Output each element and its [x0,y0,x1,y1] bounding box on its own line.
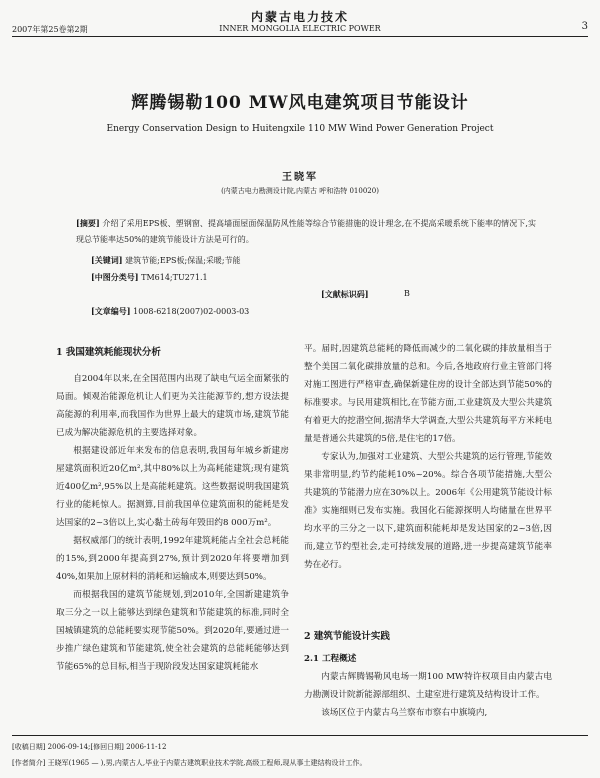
keywords-line [91,255,241,266]
article-number-line [91,306,249,317]
article-title-en: Energy Conservation Design to Huitengxile 110 MW Wind Power Generation Project [106,124,494,134]
clc-line [91,272,208,283]
clc-label: [中图分类号] [91,272,139,282]
clc-number: TM614;TU271.1 [141,273,208,282]
keywords-label: [关键词] [91,255,123,265]
section-2-heading: 2 建筑节能设计实践 [304,631,390,642]
header-divider [12,36,588,37]
article-number: 1008-6218(2007)02-0003-03 [133,307,250,316]
paragraph: 平。届时,因建筑总能耗的降低而减少的二氧化碳的排放量相当于整个美国二氧化碳排放量的总和。今后,各地政府行业主管部门将对施工图进行严格审查,确保新建住房的设计全部达到节能50%的标准要求。与民用建筑相比,在节能方面,工业建筑及大型公共建筑有着更大的挖潜空间,据清华大学调查,大型公共建筑每平方米耗电量是普通公共建筑的5倍,是住宅的17倍。 [304,344,552,444]
paragraph: 自2004年以来,在全国范围内出现了缺电气运全面紧张的局面。倾观治能源危机让人们更为关注能源节约,想方设法提高能源的利用率,而我国作为世界上最大的建筑市场,建筑节能已成为解决能源危机的主要选择对象。 [56,374,289,438]
page-number: 3 [581,21,588,32]
paragraph: 专家认为,加强对工业建筑、大型公共建筑的运行管理,节能效果非常明显,约节约能耗10%~20%。综合各项节能措施,大型公共建筑的节能潜力应在30%以上。2006年《公用建筑节能设计标准》实施细则已发布实施。我国化石能源探明人均储量在世界平均水平的三分之一以下,建筑面积能耗却是发达国家的2~3倍,因而,建立节约型社会,走可持续发展的道路,进一步提高建筑节能率势在必行。 [304,452,552,570]
paragraph: 根据建设部近年来发布的信息表明,我国每年城乡新建房屋建筑面积近20亿m²,其中80%以上为高耗能建筑;现有建筑近400亿m²,95%以上是高能耗建筑。这些数据说明我国建筑行业的能耗惊人。据测算,目前我国单位建筑面积的能耗是发达国家的2~3倍以上,实心黏土砖每年毁田约8 000万m²。 [56,446,289,528]
article-number-label: [文章编号] [91,306,131,316]
journal-title: 内蒙古电力技术 [250,10,349,24]
footer-divider [12,735,588,736]
author-affiliation: (内蒙古电力勘测设计院,内蒙古 呼和浩特 010020) [221,187,379,195]
doc-code: B [404,289,410,298]
keywords: 建筑节能;EPS板;保温;采暖;节能 [125,256,241,265]
paragraph: 内蒙古辉腾锡勒风电场一期100 MW特许权项目由内蒙古电力勘测设计院新能源部组织、土建室进行建筑及结构设计工作。 [304,672,552,700]
author-bio: [作者简介] 王晓军(1965 — ),男,内蒙古人,毕业于内蒙古建筑职业技术学院,高级工程师,现从事土建结构设计工作。 [12,759,367,767]
journal-title-en: INNER MONGOLIA ELECTRIC POWER [219,24,381,33]
paragraph: 而根据我国的建筑节能规划,到2010年,全国新建建筑争取三分之一以上能够达到绿色建筑和节能建筑的标准,同时全国城镇建筑的总能耗要实现节能50%。到2020年,要通过进一步推广绿色建筑和节能建筑,使全社会建筑的总能耗能够达到节能65%的总目标,相当于现阶段发达国家建筑耗能水 [56,590,289,672]
abstract-label: [摘要] [76,218,100,228]
paragraph: 据权威部门的统计表明,1992年建筑耗能占全社会总耗能的15%,到2000年提高到27%,预计到2020年将要增加到40%,如果加上原材料的消耗和运输成本,则要达到50%。 [56,536,289,582]
doc-code-label: [文献标识码] [321,289,369,299]
issue-info: 2007年第25卷第2期 [12,25,88,34]
abstract-text: 介绍了采用EPS板、塑钢窗、提高墙面屋面保温防风性能等综合节能措施的设计理念,在不提高采暖系统下能率的情况下,实现总节能率达50%的建筑节能设计方法是可行的。 [76,219,536,244]
received-date: [收稿日期] 2006-09-14;[修回日期] 2006-11-12 [12,743,167,751]
paragraph: 该场区位于内蒙古乌兰察布市察右中旗境内, [321,708,488,718]
abstract [76,215,536,248]
article-title: 辉腾锡勒100 MW风电建筑项目节能设计 [131,93,469,113]
left-column [56,370,289,676]
section-2-1-heading: 2.1 工程概述 [304,654,357,664]
right-column [304,340,552,574]
right-column-lower [304,668,552,722]
author-name: 王晓军 [282,172,318,183]
section-1-heading: 1 我国建筑耗能现状分析 [56,347,161,358]
